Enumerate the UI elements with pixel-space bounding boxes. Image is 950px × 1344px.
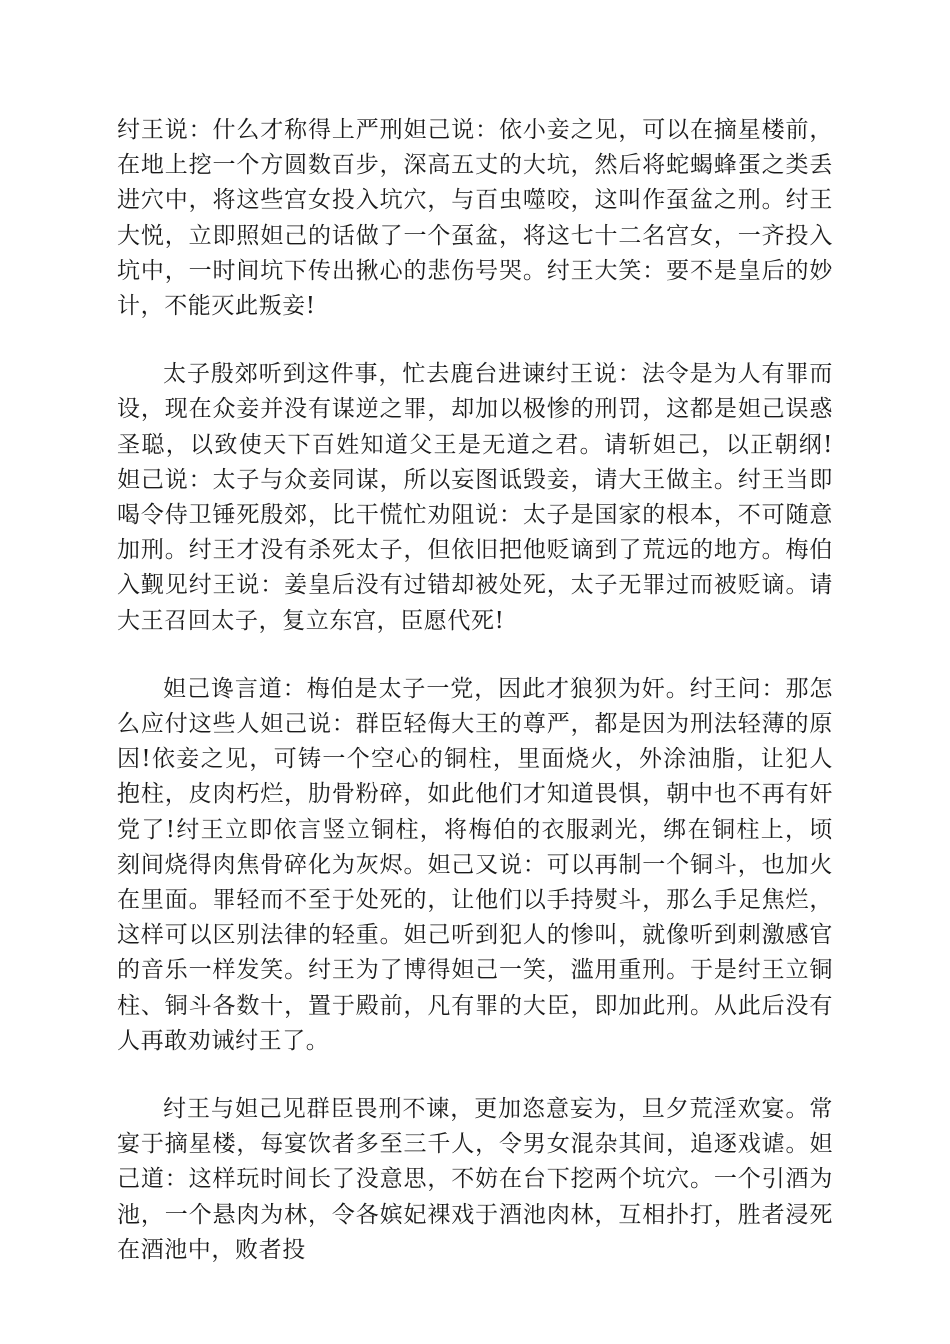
paragraph-2: 太子殷郊听到这件事，忙去鹿台进谏纣王说：法令是为人有罪而设，现在众妾并没有谋逆之罪，却加以极惨的刑罚，这都是妲己误惑圣聪，以致使天下百姓知道父王是无道之君。请斩妲己，以正朝纲!妲己说：太子与众妾同谋，所以妄图诋毁妾，请大王做主。纣王当即喝令侍卫锤死殷郊，比干慌忙劝阻说：太子是国家的根本，不可随意加刑。纣王才没有杀死太子，但依旧把他贬谪到了荒远的地方。梅伯入觐见纣王说：姜皇后没有过错却被处死，太子无罪过而被贬谪。请大王召回太子，复立东宫，臣愿代死!: [117, 361, 833, 634]
paragraph-4: 纣王与妲己见群臣畏刑不谏，更加恣意妄为，旦夕荒淫欢宴。常宴于摘星楼，每宴饮者多至三千人，令男女混杂其间，追逐戏谑。妲己道：这样玩时间长了没意思，不妨在台下挖两个坑穴。一个引酒为池，一个悬肉为林，令各嫔妃裸戏于酒池肉林，互相扑打，胜者浸死在酒池中，败者投: [117, 1096, 833, 1263]
paragraph-1: 纣王说：什么才称得上严刑妲己说：依小妾之见，可以在摘星楼前，在地上挖一个方圆数百步，深高五丈的大坑，然后将蛇蝎蜂蛋之类丢进穴中，将这些宫女投入坑穴，与百虫噬咬，这叫作虿盆之刑。纣王大悦，立即照妲己的话做了一个虿盆，将这七十二名宫女，一齐投入坑中，一时间坑下传出揪心的悲伤号哭。纣王大笑：要不是皇后的妙计，不能灭此叛妾!: [117, 117, 833, 320]
document-page: [117, 113, 833, 1268]
paragraph-3: 妲己谗言道：梅伯是太子一党，因此才狼狈为奸。纣王问：那怎么应付这些人妲己说：群臣轻侮大王的尊严，都是因为刑法轻薄的原因!依妾之见，可铸一个空心的铜柱，里面烧火，外涂油脂，让犯人抱柱，皮肉朽烂，肋骨粉碎，如此他们才知道畏惧，朝中也不再有奸党了!纣王立即依言竖立铜柱，将梅伯的衣服剥光，绑在铜柱上，顷刻间烧得肉焦骨碎化为灰烬。妲己又说：可以再制一个铜斗，也加火在里面。罪轻而不至于处死的，让他们以手持熨斗，那么手足焦烂，这样可以区别法律的轻重。妲己听到犯人的惨叫，就像听到刺激感官的音乐一样发笑。纣王为了博得妲己一笑，滥用重刑。于是纣王立铜柱、铜斗各数十，置于殿前，凡有罪的大臣，即加此刑。从此后没有人再敢劝诫纣王了。: [117, 675, 833, 1054]
